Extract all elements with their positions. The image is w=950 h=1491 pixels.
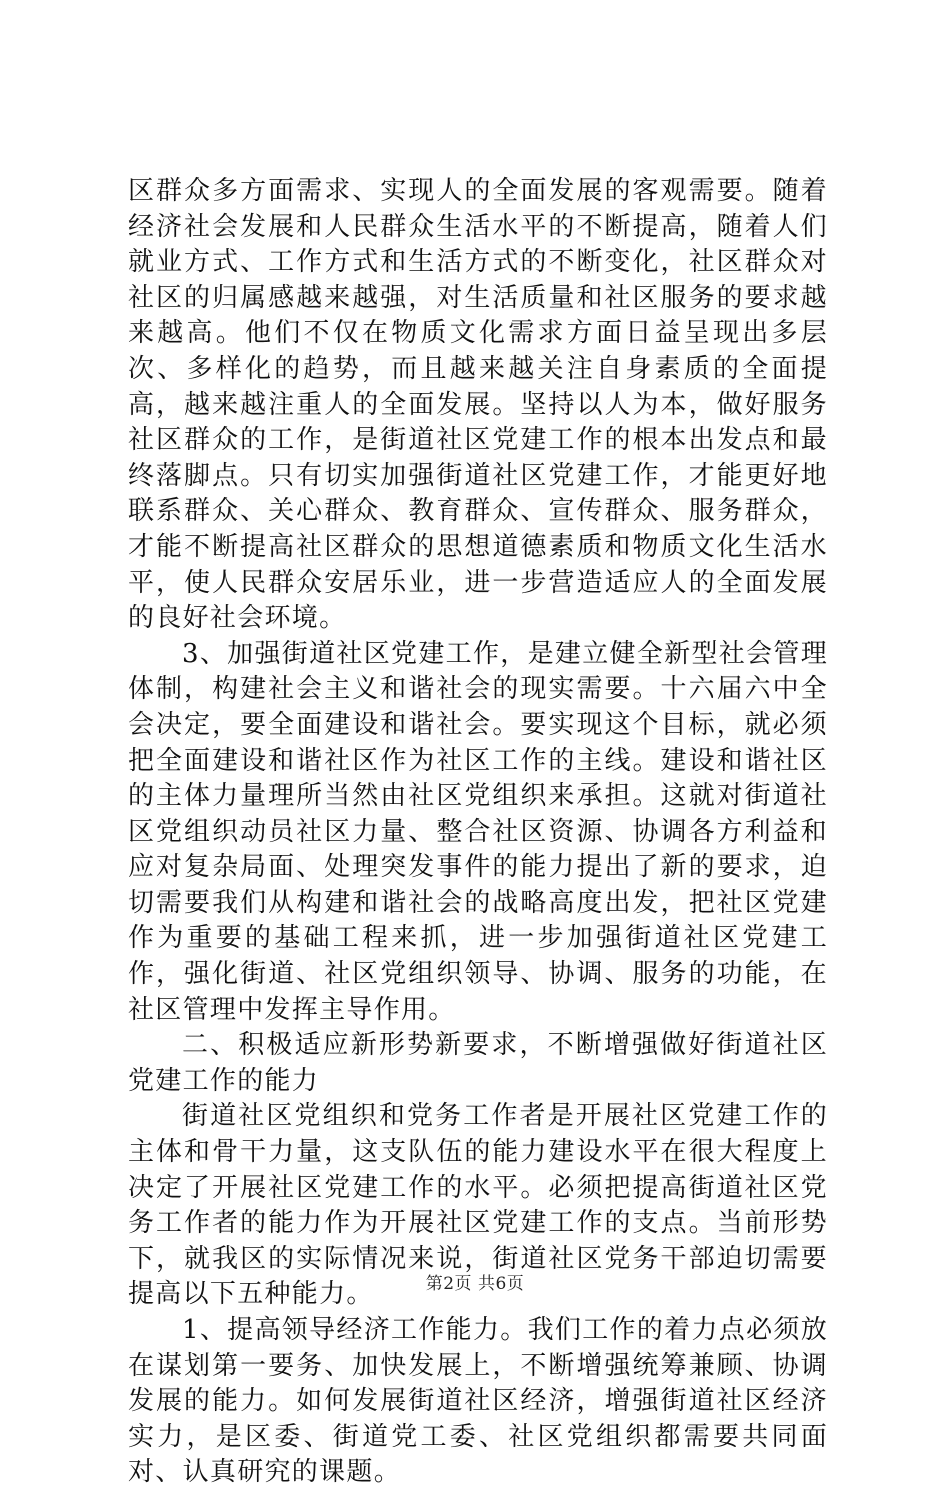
paragraph-2: 3、加强街道社区党建工作，是建立健全新型社会管理体制，构建社会主义和谐社会的现实需要。十六届六中全会决定，要全面建设和谐社会。要实现这个目标，就必须把全面建设和谐社区作为社区工作的主线。建设和谐社区的主体力量理所当然由社区党组织来承担。这就对街道社区党组织动员社区力量、整合社区资源、协调各方利益和应对复杂局面、处理突发事件的能力提出了新的要求，迫切需要我们从构建和谐社会的战略高度出发，把社区党建作为重要的基础工程来抓，进一步加强街道社区党建工作，强化街道、社区党组织领导、协调、服务的功能，在社区管理中发挥主导作用。	[128, 638, 828, 1025]
section-heading: 二、积极适应新形势新要求，不断增强做好街道社区党建工作的能力	[128, 1030, 828, 1096]
paragraph-3: 街道社区党组织和党务工作者是开展社区党建工作的主体和骨干力量，这支队伍的能力建设水平在很大程度上决定了开展社区党建工作的水平。必须把提高街道社区党务工作者的能力作为开展社区党建工作的支点。当前形势下，就我区的实际情况来说，街道社区党务干部迫切需要提高以下五种能力。	[128, 1101, 828, 1310]
page-number-footer: 第2页 共6页	[425, 1274, 525, 1294]
paragraph-4: 1、提高领导经济工作能力。我们工作的着力点必须放在谋划第一要务、加快发展上，不断增强统筹兼顾、协调发展的能力。如何发展街道社区经济，增强街道社区经济实力，是区委、街道党工委、社区党组织都需要共同面对、认真研究的课题。	[128, 1315, 828, 1488]
paragraph-1: 区群众多方面需求、实现人的全面发展的客观需要。随着经济社会发展和人民群众生活水平的不断提高，随着人们就业方式、工作方式和生活方式的不断变化，社区群众对社区的归属感越来越强，对生活质量和社区服务的要求越来越高。他们不仅在物质文化需求方面日益呈现出多层次、多样化的趋势，而且越来越关注自身素质的全面提高，越来越注重人的全面发展。坚持以人为本，做好服务社区群众的工作，是街道社区党建工作的根本出发点和最终落脚点。只有切实加强街道社区党建工作，才能更好地联系群众、关心群众、教育群众、宣传群众、服务群众，才能不断提高社区群众的思想道德素质和物质文化生活水平，使人民群众安居乐业，进一步营造适应人的全面发展的良好社会环境。	[128, 176, 828, 634]
